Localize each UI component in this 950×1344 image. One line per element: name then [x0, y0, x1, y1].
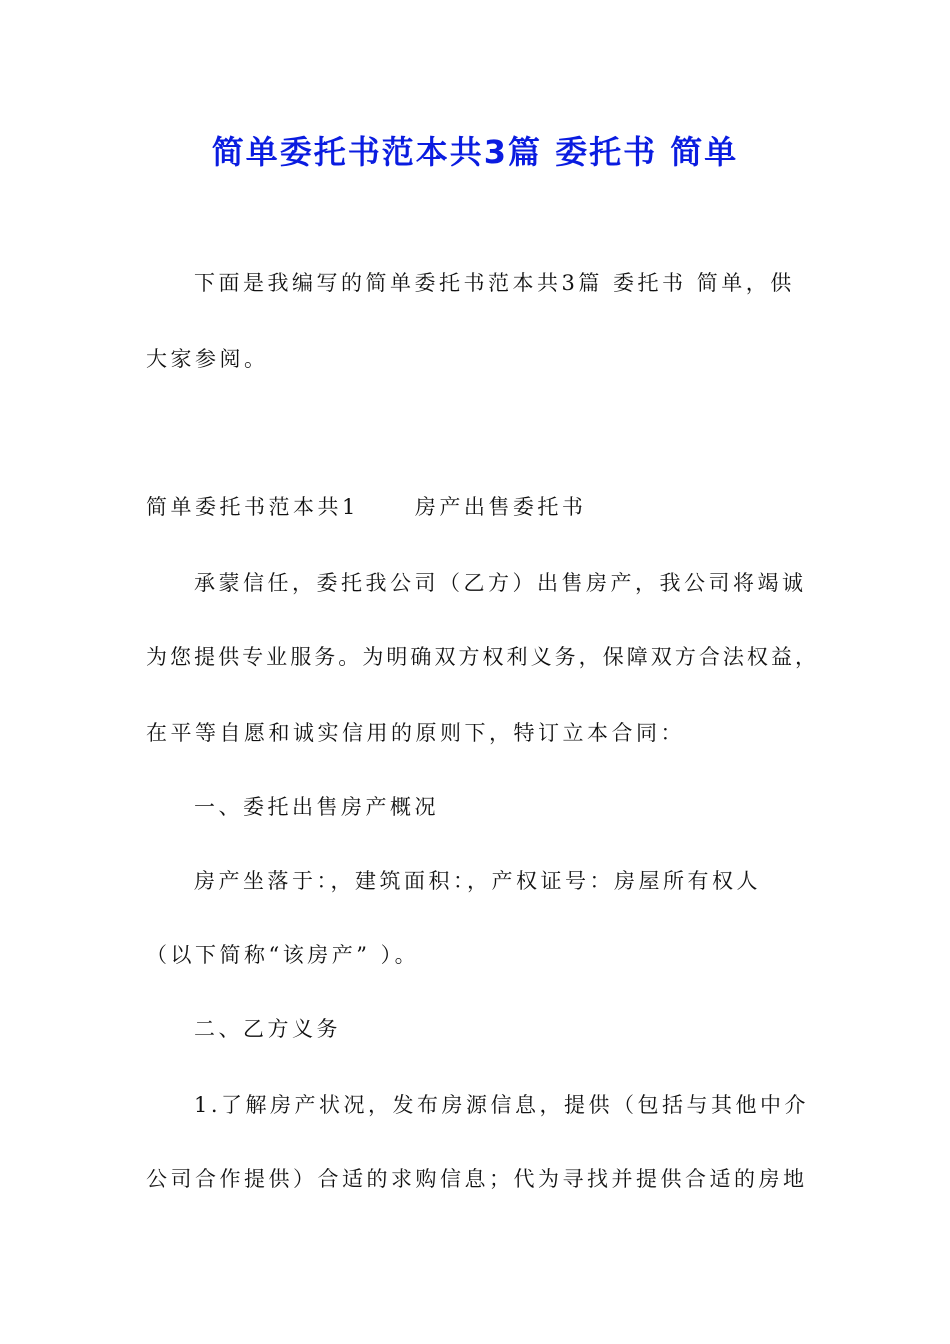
clause-2-title: 二、乙方义务 — [194, 1017, 341, 1041]
paragraph-1-line-2: 为您提供专业服务。为明确双方权利义务，保障双方合法权益， — [146, 645, 816, 669]
section-heading-subject: 房产出售委托书 — [414, 495, 587, 519]
paragraph-1-line-3: 在平等自愿和诚实信用的原则下，特订立本合同： — [146, 721, 685, 745]
section-heading — [146, 492, 816, 522]
clause-2-item-1-line-2: 公司合作提供）合适的求购信息；代为寻找并提供合适的房地 — [146, 1167, 808, 1191]
intro-line-2: 大家参阅。 — [146, 347, 269, 371]
document-title: 简单委托书范本共3篇 委托书 简单 — [211, 133, 739, 171]
clause-1-line-1: 房产坐落于：，建筑面积：，产权证号：房屋所有权人 — [194, 869, 761, 893]
clause-2-item-1-line-1: 1.了解房产状况，发布房源信息，提供（包括与其他中介 — [194, 1093, 810, 1117]
clause-1-line-2: （以下简称“该房产” ）。 — [146, 943, 420, 967]
section-heading-number: 简单委托书范本共1 — [146, 495, 359, 519]
paragraph-1-line-1: 承蒙信任，委托我公司（乙方）出售房产，我公司将竭诚 — [194, 571, 807, 595]
clause-1-title: 一、委托出售房产概况 — [194, 795, 439, 819]
intro-line-1: 下面是我编写的简单委托书范本共3篇 委托书 简单，供 — [194, 271, 795, 295]
